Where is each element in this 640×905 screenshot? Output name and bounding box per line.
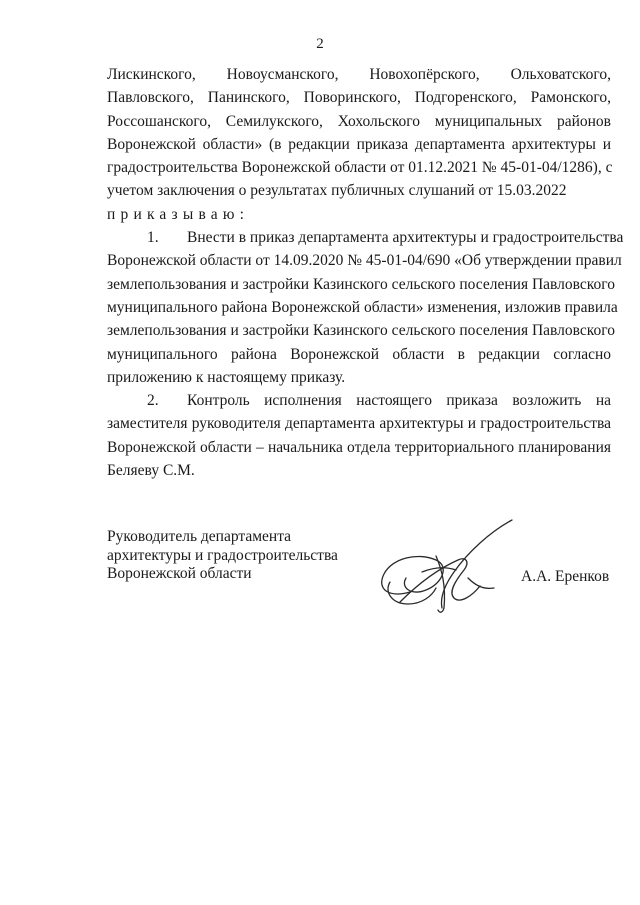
text-line: Павловского, Панинского, Поворинского, Подгоренского, Рамонского, [107,89,611,107]
text-line: Воронежской области» (в редакции приказа департамента архитектуры и [107,135,611,153]
text-line: градостроительства Воронежской области от 01.12.2021 № 45-01-04/1286), с [107,159,613,177]
text-line: муниципального района Воронежской области в редакции согласно [107,345,611,363]
item-2-number: 2. [147,392,159,410]
text-line: землепользования и застройки Казинского сельского поселения Павловского [107,322,615,340]
signer-title-line: архитектуры и градостроительства [107,546,338,564]
text-line: Воронежской области от 14.09.2020 № 45-01-04/690 «Об утверждении правил [107,252,622,270]
item-1-number: 1. [147,229,159,247]
text-line: Воронежской области – начальника отдела территориального планирования [107,438,611,456]
text-line: Россошанского, Семилукского, Хохольского муниципальных районов [107,112,611,130]
text-line: землепользования и застройки Казинского сельского поселения Павловского [107,275,615,293]
page-number: 2 [316,36,324,52]
signer-name: А.А. Еренков [521,568,610,585]
signer-title-line: Воронежской области [107,565,252,582]
signer-title [107,528,338,584]
signer-title-line: Руководитель департамента [107,528,292,545]
text-line: Беляеву С.М. [107,462,195,480]
item-1-first-text: Внести в приказ департамента архитектуры и градостроительства [187,229,624,247]
text-line: заместителя руководителя департамента архитектуры и градостроительства [107,415,611,433]
text-line: Лискинского, Новоусманского, Новохопёрского, Ольховатского, [107,66,611,83]
text-line: приложению к настоящему приказу. [107,368,346,386]
handwritten-signature [370,512,530,622]
item-2-first-text: Контроль исполнения настоящего приказа возложить на [187,392,611,410]
text-line: учетом заключения о результатах публичных слушаний от 15.03.2022 [107,182,567,200]
item-1-first-line [107,226,624,249]
body-text [107,63,624,482]
text-line: муниципального района Воронежской области» изменения, изложив правила [107,298,618,316]
order-word: приказываю: [107,205,250,223]
item-2-first-line [107,389,611,412]
